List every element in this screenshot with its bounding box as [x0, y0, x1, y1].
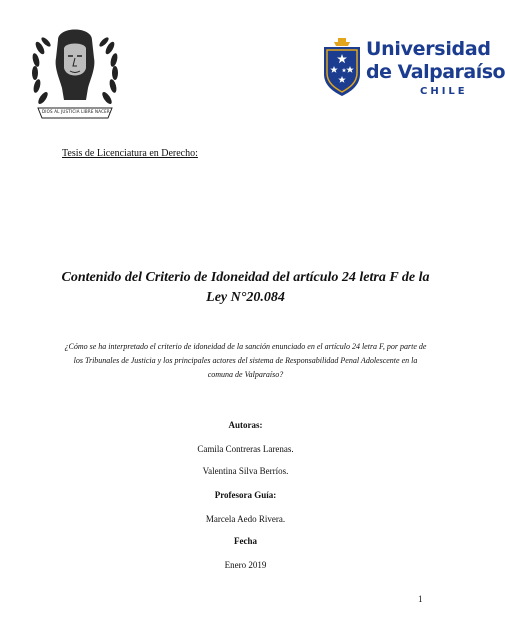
author-name: Camila Contreras Larenas. — [197, 444, 294, 454]
laurel-head-seal-icon — [28, 18, 122, 122]
university-name-line2: de Valparaíso — [366, 61, 505, 83]
thesis-label: Tesis de Licenciatura en Derecho: — [62, 148, 198, 159]
star-shield-icon — [322, 38, 362, 96]
university-logo — [322, 32, 505, 104]
thesis-title-line1: Contenido del Criterio de Idoneidad del artículo 24 letra F de la — [61, 270, 430, 285]
research-question-line1: ¿Cómo se ha interpretado el criterio de idoneidad de la sanción enunciado en el artículo 24 letra F, por parte de — [64, 342, 427, 351]
advisor-name: Marcela Aedo Rivera. — [205, 514, 286, 524]
research-question — [44, 340, 447, 382]
thesis-title-line2: Ley N°20.084 — [206, 290, 285, 305]
author-name: Valentina Silva Berríos. — [202, 466, 289, 476]
university-country: CHILE — [420, 86, 468, 97]
page-number: 1 — [418, 594, 423, 604]
authors-heading: Autoras: — [228, 420, 263, 430]
law-faculty-seal — [28, 18, 122, 122]
research-question-line3: comuna de Valparaíso? — [207, 370, 284, 379]
research-question-line2: los Tribunales de Justicia y los principales actores del sistema de Responsabilidad Penal Adolescente en la — [73, 356, 418, 365]
seal-motto: DIOS AL JUSTICIA LIBRE NACER — [42, 109, 110, 114]
date-value: Enero 2019 — [224, 560, 267, 570]
date-heading: Fecha — [234, 536, 257, 546]
advisor-heading: Profesora Guía: — [214, 490, 277, 500]
university-name-line1: Universidad — [366, 38, 491, 60]
